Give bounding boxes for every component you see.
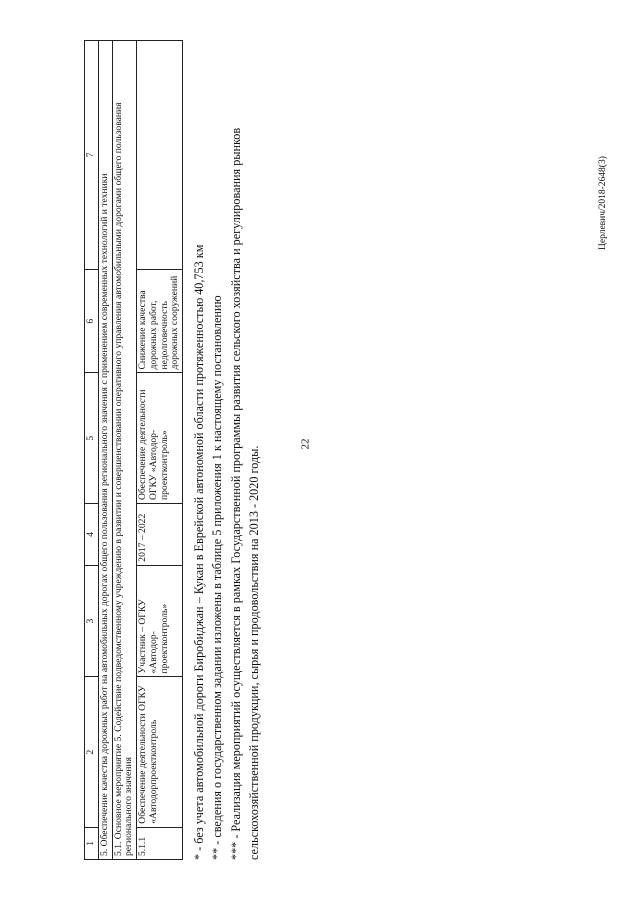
section-row <box>99 41 113 860</box>
header-col-2: 2 <box>85 677 99 827</box>
section-title: 5. Обеспечение качества дорожных работ на автомобильных дорогах общего пользования регионального значения с применением современных технологий и техники <box>99 41 113 860</box>
header-col-3: 3 <box>85 565 99 677</box>
table-header-row <box>85 41 99 860</box>
header-col-5: 5 <box>85 373 99 504</box>
row-link <box>137 41 183 270</box>
footnote-1: * - без учета автомобильной дороги Биробиджан – Кукан в Еврейской автономной области протяженностью 40,753 км <box>192 244 207 860</box>
subsection-title: 5.1. Основное мероприятие 5. Содействие подведомственному учреждению в развитии и совершенствовании оперативного управления автомобильными дорогами общего пользования регионального значения <box>112 41 136 860</box>
footnote-3: *** - Реализация мероприятий осуществляется в рамках Государственной программы развития сельского хозяйства и регулирования рынков сельскохозяйственной продукции, сырья и продовольствия на 2013 - 2020 годы. <box>228 127 262 860</box>
row-period: 2017 – 2022 <box>137 504 183 566</box>
table-row <box>137 41 183 860</box>
page-number: 22 <box>299 438 312 450</box>
measures-table <box>84 40 183 860</box>
header-col-4: 4 <box>85 504 99 566</box>
footnotes <box>190 40 263 860</box>
document-code: Церлевич/2018-2648(3) <box>598 156 608 250</box>
footnote-2: ** - сведения о государственном задании изложены в таблице 5 приложения 1 к настоящему постановлению <box>210 295 225 860</box>
header-col-6: 6 <box>85 269 99 373</box>
header-col-1: 1 <box>85 827 99 859</box>
row-participant: Участник – ОГКУ «Автодор-проектконтроль» <box>137 565 183 677</box>
row-expected-result: Обеспечение деятельности ОГКУ «Автодор-проектконтроль» <box>137 373 183 504</box>
header-col-7: 7 <box>85 41 99 270</box>
row-measure-name: Обеспечение деятельности ОГКУ «Автодорпроектконтроль <box>137 677 183 827</box>
row-consequence: Снижение качества дорожных работ, недолговечность дорожных сооружений <box>137 269 183 373</box>
rotated-content <box>84 40 544 860</box>
subsection-row <box>112 41 136 860</box>
row-number: 5.1.1 <box>137 827 183 859</box>
